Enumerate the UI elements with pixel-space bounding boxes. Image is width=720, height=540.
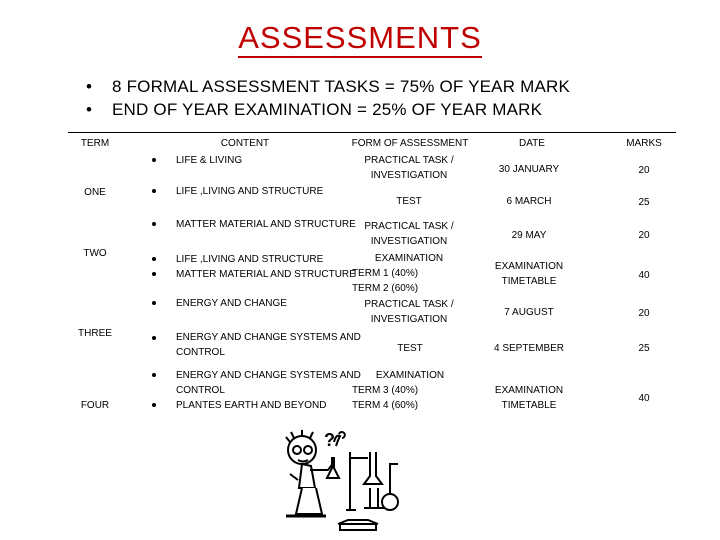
content-item: LIFE ,LIVING AND STRUCTURE <box>176 254 324 265</box>
date-cell: 7 AUGUST <box>504 307 554 318</box>
marks-cell: 20 <box>638 308 650 319</box>
form-item: PRACTICAL TASK / <box>364 299 454 310</box>
bullet-dot <box>152 222 156 226</box>
date-cell: 29 MAY <box>511 230 547 241</box>
content-item: MATTER MATERIAL AND STRUCTURE <box>176 269 356 280</box>
header-rule <box>68 132 676 133</box>
marks-cell: 20 <box>638 230 650 241</box>
form-item: TEST <box>396 196 422 207</box>
scientist-clipart <box>280 428 410 538</box>
summary-bullets <box>86 75 570 121</box>
date-cell: 4 SEPTEMBER <box>493 343 565 354</box>
content-item: ENERGY AND CHANGE <box>176 298 287 309</box>
content-item: ENERGY AND CHANGE SYSTEMS AND <box>176 370 361 381</box>
bullet-dot <box>152 257 156 261</box>
header-content: CONTENT <box>220 138 270 149</box>
term-label: TWO <box>83 248 107 259</box>
svg-text:?: ? <box>324 430 335 450</box>
content-item: CONTROL <box>176 385 225 396</box>
form-item: TERM 1 (40%) <box>351 268 419 279</box>
bullet-dot <box>152 189 156 193</box>
bullet-item: • 8 FORMAL ASSESSMENT TASKS = 75% OF YEAR MARK <box>86 75 570 98</box>
form-item: TERM 3 (40%) <box>351 385 419 396</box>
form-item: PRACTICAL TASK / <box>364 155 454 166</box>
date-cell: 6 MARCH <box>506 196 552 207</box>
form-item: TERM 2 (60%) <box>351 283 419 294</box>
form-item: TERM 4 (60%) <box>351 400 419 411</box>
form-item: TEST <box>397 343 423 354</box>
content-item: CONTROL <box>176 347 225 358</box>
marks-cell: 20 <box>638 165 650 176</box>
marks-cell: 25 <box>638 197 650 208</box>
form-item: INVESTIGATION <box>370 314 448 325</box>
bullet-dot <box>152 272 156 276</box>
date-cell: TIMETABLE <box>501 400 557 411</box>
marks-cell: 40 <box>638 270 650 281</box>
page-title: ASSESSMENTS <box>0 20 720 56</box>
bullet-dot <box>152 336 156 340</box>
content-item: MATTER MATERIAL AND STRUCTURE <box>176 219 356 230</box>
content-item: ENERGY AND CHANGE SYSTEMS AND <box>176 332 361 343</box>
form-item: PRACTICAL TASK / <box>364 221 454 232</box>
content-item: PLANTES EARTH AND BEYOND <box>176 400 327 411</box>
term-label: THREE <box>78 328 112 339</box>
date-cell: TIMETABLE <box>501 276 557 287</box>
header-term: TERM <box>80 138 110 149</box>
marks-cell: 25 <box>638 343 650 354</box>
date-cell: EXAMINATION <box>494 385 564 396</box>
marks-cell: 40 <box>638 393 650 404</box>
bullet-dot <box>152 301 156 305</box>
date-cell: 30 JANUARY <box>498 164 560 175</box>
form-item: EXAMINATION <box>374 253 444 264</box>
bullet-dot <box>152 158 156 162</box>
content-item: LIFE ,LIVING AND STRUCTURE <box>176 186 324 197</box>
bullet-dot <box>152 373 156 377</box>
bullet-item: • END OF YEAR EXAMINATION = 25% OF YEAR MARK <box>86 98 570 121</box>
header-date: DATE <box>519 138 545 149</box>
term-label: FOUR <box>80 400 110 411</box>
date-cell: EXAMINATION <box>494 261 564 272</box>
term-label: ONE <box>84 187 106 198</box>
bullet-dot <box>152 403 156 407</box>
form-item: INVESTIGATION <box>370 170 448 181</box>
header-form: FORM OF ASSESSMENT <box>351 138 469 149</box>
header-marks: MARKS <box>626 138 662 149</box>
form-item: INVESTIGATION <box>370 236 448 247</box>
form-item: EXAMINATION <box>375 370 445 381</box>
content-item: LIFE & LIVING <box>176 155 243 166</box>
